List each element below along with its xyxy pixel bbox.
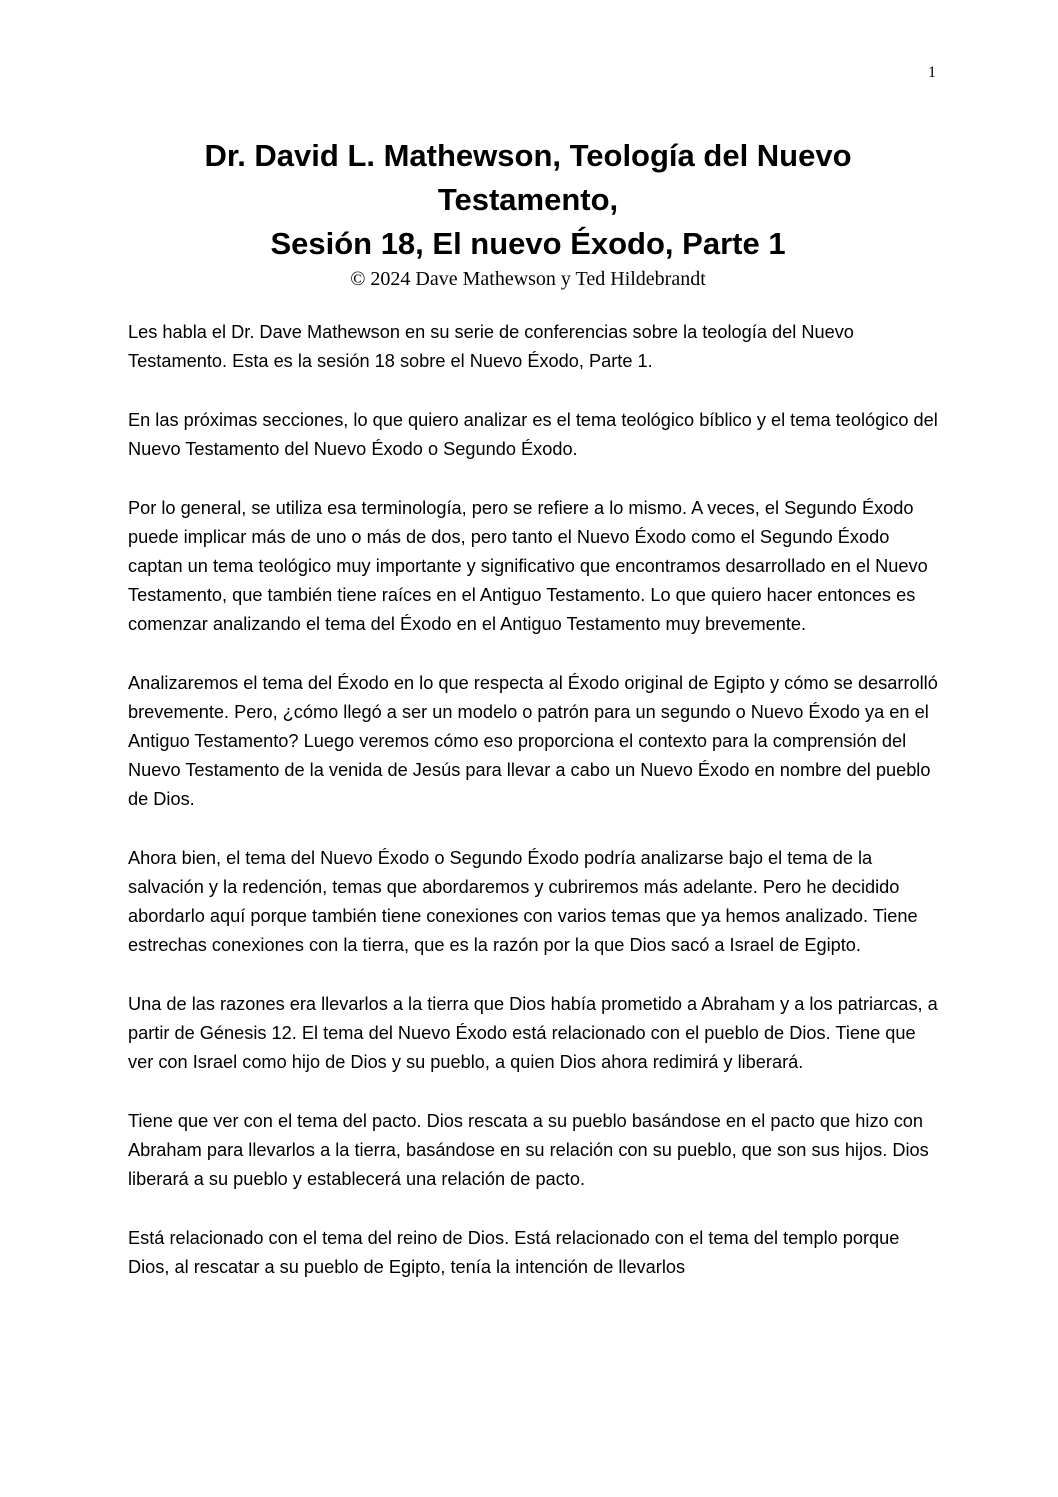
document-subtitle: Sesión 18, El nuevo Éxodo, Parte 1 xyxy=(270,226,786,261)
paragraph: Ahora bien, el tema del Nuevo Éxodo o Segundo Éxodo podría analizarse bajo el tema de la salvación y la redención, temas que abordaremos y cubriremos más adelante. Pero he decidido abordarlo aquí porque también tiene conexiones con varios temas que ya hemos analizado. Tiene estrechas conexiones con la tierra, que es la razón por la que Dios sacó a Israel de Egipto. xyxy=(128,848,918,955)
paragraph: Tiene que ver con el tema del pacto. Dios rescata a su pueblo basándose en el pacto que hizo con Abraham para llevarlos a la tierra, basándose en su relación con su pueblo, que son sus hijos. Dios liberará a su pueblo y establecerá una relación de pacto. xyxy=(128,1111,929,1189)
document-body xyxy=(128,318,938,1312)
document-title-line-1: Dr. David L. Mathewson, Teología del Nuevo xyxy=(204,138,852,173)
paragraph: En las próximas secciones, lo que quiero analizar es el tema teológico bíblico y el tema teológico del Nuevo Testamento del Nuevo Éxodo o Segundo Éxodo. xyxy=(128,410,938,459)
page-number: 1 xyxy=(928,64,936,81)
paragraph: Está relacionado con el tema del reino de Dios. Está relacionado con el tema del templo porque Dios, al rescatar a su pueblo de Egipto, tenía la intención de llevarlos xyxy=(128,1228,900,1277)
document-header xyxy=(128,134,928,292)
copyright-notice: © 2024 Dave Mathewson y Ted Hildebrandt xyxy=(350,268,706,290)
paragraph: Les habla el Dr. Dave Mathewson en su serie de conferencias sobre la teología del Nuevo Testamento. Esta es la sesión 18 sobre el Nuevo Éxodo, Parte 1. xyxy=(128,322,854,371)
document-title-line-2: Testamento, xyxy=(437,182,619,217)
paragraph: Analizaremos el tema del Éxodo en lo que respecta al Éxodo original de Egipto y cómo se desarrolló brevemente. Pero, ¿cómo llegó a ser un modelo o patrón para un segundo o Nuevo Éxodo ya en el Antiguo Testamento? Luego veremos cómo eso proporciona el contexto para la comprensión del Nuevo Testamento de la venida de Jesús para llevar a cabo un Nuevo Éxodo en nombre del pueblo de Dios. xyxy=(128,673,938,809)
paragraph: Por lo general, se utiliza esa terminología, pero se refiere a lo mismo. A veces, el Segundo Éxodo puede implicar más de uno o más de dos, pero tanto el Nuevo Éxodo como el Segundo Éxodo captan un tema teológico muy importante y significativo que encontramos desarrollado en el Nuevo Testamento, que también tiene raíces en el Antiguo Testamento. Lo que quiero hacer entonces es comenzar analizando el tema del Éxodo en el Antiguo Testamento muy brevemente. xyxy=(128,498,928,634)
paragraph: Una de las razones era llevarlos a la tierra que Dios había prometido a Abraham y a los patriarcas, a partir de Génesis 12. El tema del Nuevo Éxodo está relacionado con el pueblo de Dios. Tiene que ver con Israel como hijo de Dios y su pueblo, a quien Dios ahora redimirá y liberará. xyxy=(128,994,938,1072)
